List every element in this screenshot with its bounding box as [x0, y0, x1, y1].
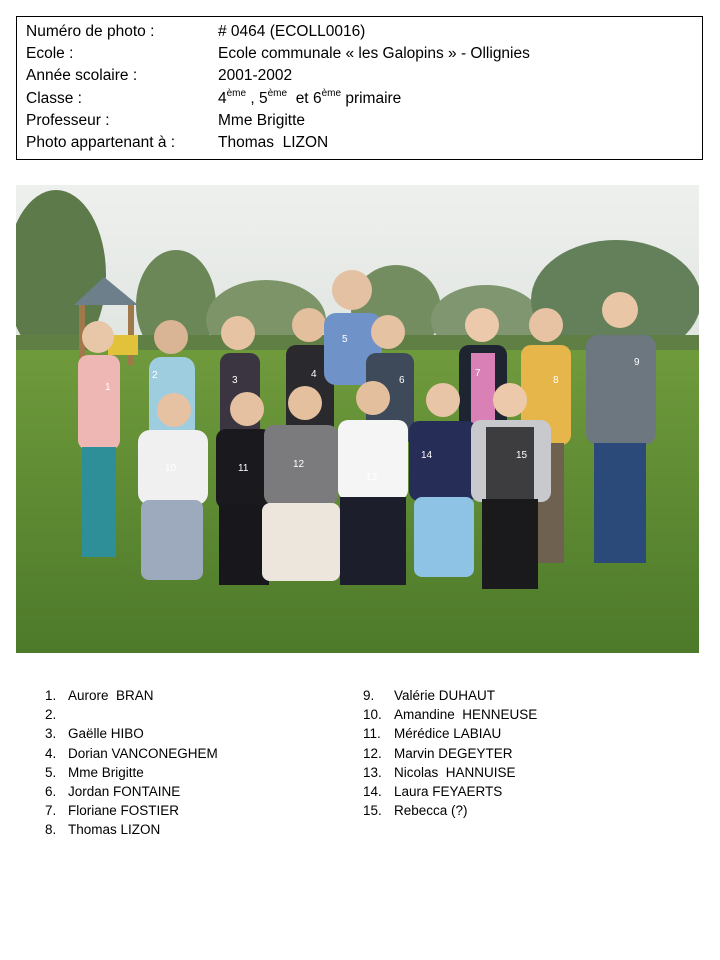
photo-number-9: 9 — [634, 357, 640, 368]
list-item — [363, 744, 537, 763]
photo-number-8: 8 — [553, 375, 559, 386]
info-row-owner — [26, 132, 702, 154]
grade-6-suffix: ème — [321, 87, 342, 99]
photo-number-11: 11 — [238, 463, 249, 474]
info-label: Numéro de photo : — [26, 23, 155, 40]
grade-4: 4 — [218, 89, 227, 107]
person-name: Thomas LIZON — [68, 822, 161, 838]
person-name: Mme Brigitte — [68, 764, 144, 780]
list-number: 14. — [363, 783, 382, 799]
photo-number-13: 13 — [366, 472, 378, 483]
person-name: Amandine HENNEUSE — [394, 707, 538, 723]
info-label: Photo appartenant à : — [26, 133, 176, 151]
class-level: primaire — [341, 89, 402, 107]
photo-number-12: 12 — [293, 459, 305, 470]
list-number: 13. — [363, 764, 382, 780]
person-name: Rebecca (?) — [394, 803, 468, 819]
list-number: 3. — [45, 726, 57, 742]
person-name: Laura FEYAERTS — [394, 783, 503, 799]
list-number: 4. — [45, 745, 57, 761]
photo-number-5: 5 — [342, 334, 348, 345]
list-item — [45, 801, 218, 820]
person-name: Marvin DEGEYTER — [394, 745, 513, 761]
list-number: 6. — [45, 783, 57, 799]
person-name: Floriane FOSTIER — [68, 803, 180, 819]
photo-info-box — [16, 16, 703, 160]
info-row-class — [26, 88, 702, 110]
class-photo — [16, 185, 699, 653]
photo-number-6: 6 — [399, 375, 405, 386]
list-item — [363, 763, 537, 782]
grade-5-suffix: ème — [267, 87, 288, 99]
list-number: 7. — [45, 803, 57, 819]
info-row-photo-number — [26, 21, 702, 43]
grade-4-suffix: ème — [226, 87, 247, 99]
list-item — [363, 705, 537, 724]
list-item — [45, 724, 218, 743]
list-number: 11. — [363, 726, 381, 742]
photo-number-3: 3 — [232, 375, 238, 386]
grade-5: 5 — [259, 89, 268, 107]
info-label: Année scolaire : — [26, 67, 138, 85]
list-item — [363, 686, 537, 705]
list-item — [45, 686, 218, 705]
list-number: 15. — [363, 803, 382, 819]
list-item — [363, 724, 537, 743]
grade-6: 6 — [312, 89, 322, 107]
names-list-right — [363, 686, 537, 820]
photo-number-7: 7 — [475, 368, 481, 379]
photo-number-14: 14 — [421, 450, 433, 461]
list-item — [45, 820, 218, 839]
names-list-left — [45, 686, 218, 840]
list-item — [45, 782, 218, 801]
list-item — [363, 782, 537, 801]
person-name: Dorian VANCONEGHEM — [68, 745, 218, 761]
list-item — [45, 763, 218, 782]
photo-number-10: 10 — [165, 463, 177, 474]
person-name: Aurore BRAN — [68, 688, 154, 703]
list-number: 5. — [45, 764, 57, 780]
info-label: Ecole : — [26, 45, 74, 63]
photo-number-15: 15 — [516, 450, 528, 461]
list-number: 9. — [363, 688, 375, 703]
list-item — [45, 744, 218, 763]
list-number: 12. — [363, 745, 382, 761]
info-value: Thomas LIZON — [218, 133, 329, 151]
photo-number-2: 2 — [152, 370, 158, 381]
info-value-class — [218, 88, 702, 110]
info-label: Classe : — [26, 89, 82, 107]
info-value: # 0464 (ECOLL0016) — [218, 23, 366, 40]
list-number: 8. — [45, 822, 57, 838]
person-name: Mérédice LABIAU — [394, 726, 502, 742]
list-number: 2. — [45, 707, 57, 723]
info-row-school-year — [26, 65, 702, 87]
person-name: Nicolas HANNUISE — [394, 764, 516, 780]
list-number: 10. — [363, 707, 382, 723]
info-label: Professeur : — [26, 111, 110, 129]
info-row-school — [26, 43, 702, 65]
person-name: Valérie DUHAUT — [394, 688, 496, 703]
photo-number-1: 1 — [105, 382, 111, 393]
info-value: Ecole communale « les Galopins » - Ollignies — [218, 45, 530, 63]
person-name: Gaëlle HIBO — [68, 726, 144, 742]
info-value: Mme Brigitte — [218, 111, 305, 129]
class-separator: et — [287, 89, 313, 107]
info-row-teacher — [26, 110, 702, 132]
list-number: 1. — [45, 688, 57, 703]
list-item — [45, 705, 218, 724]
class-separator: , — [246, 89, 259, 107]
list-item — [363, 801, 537, 820]
info-value: 2001-2002 — [218, 67, 293, 85]
person-name: Jordan FONTAINE — [68, 783, 181, 799]
photo-number-4: 4 — [311, 369, 317, 380]
